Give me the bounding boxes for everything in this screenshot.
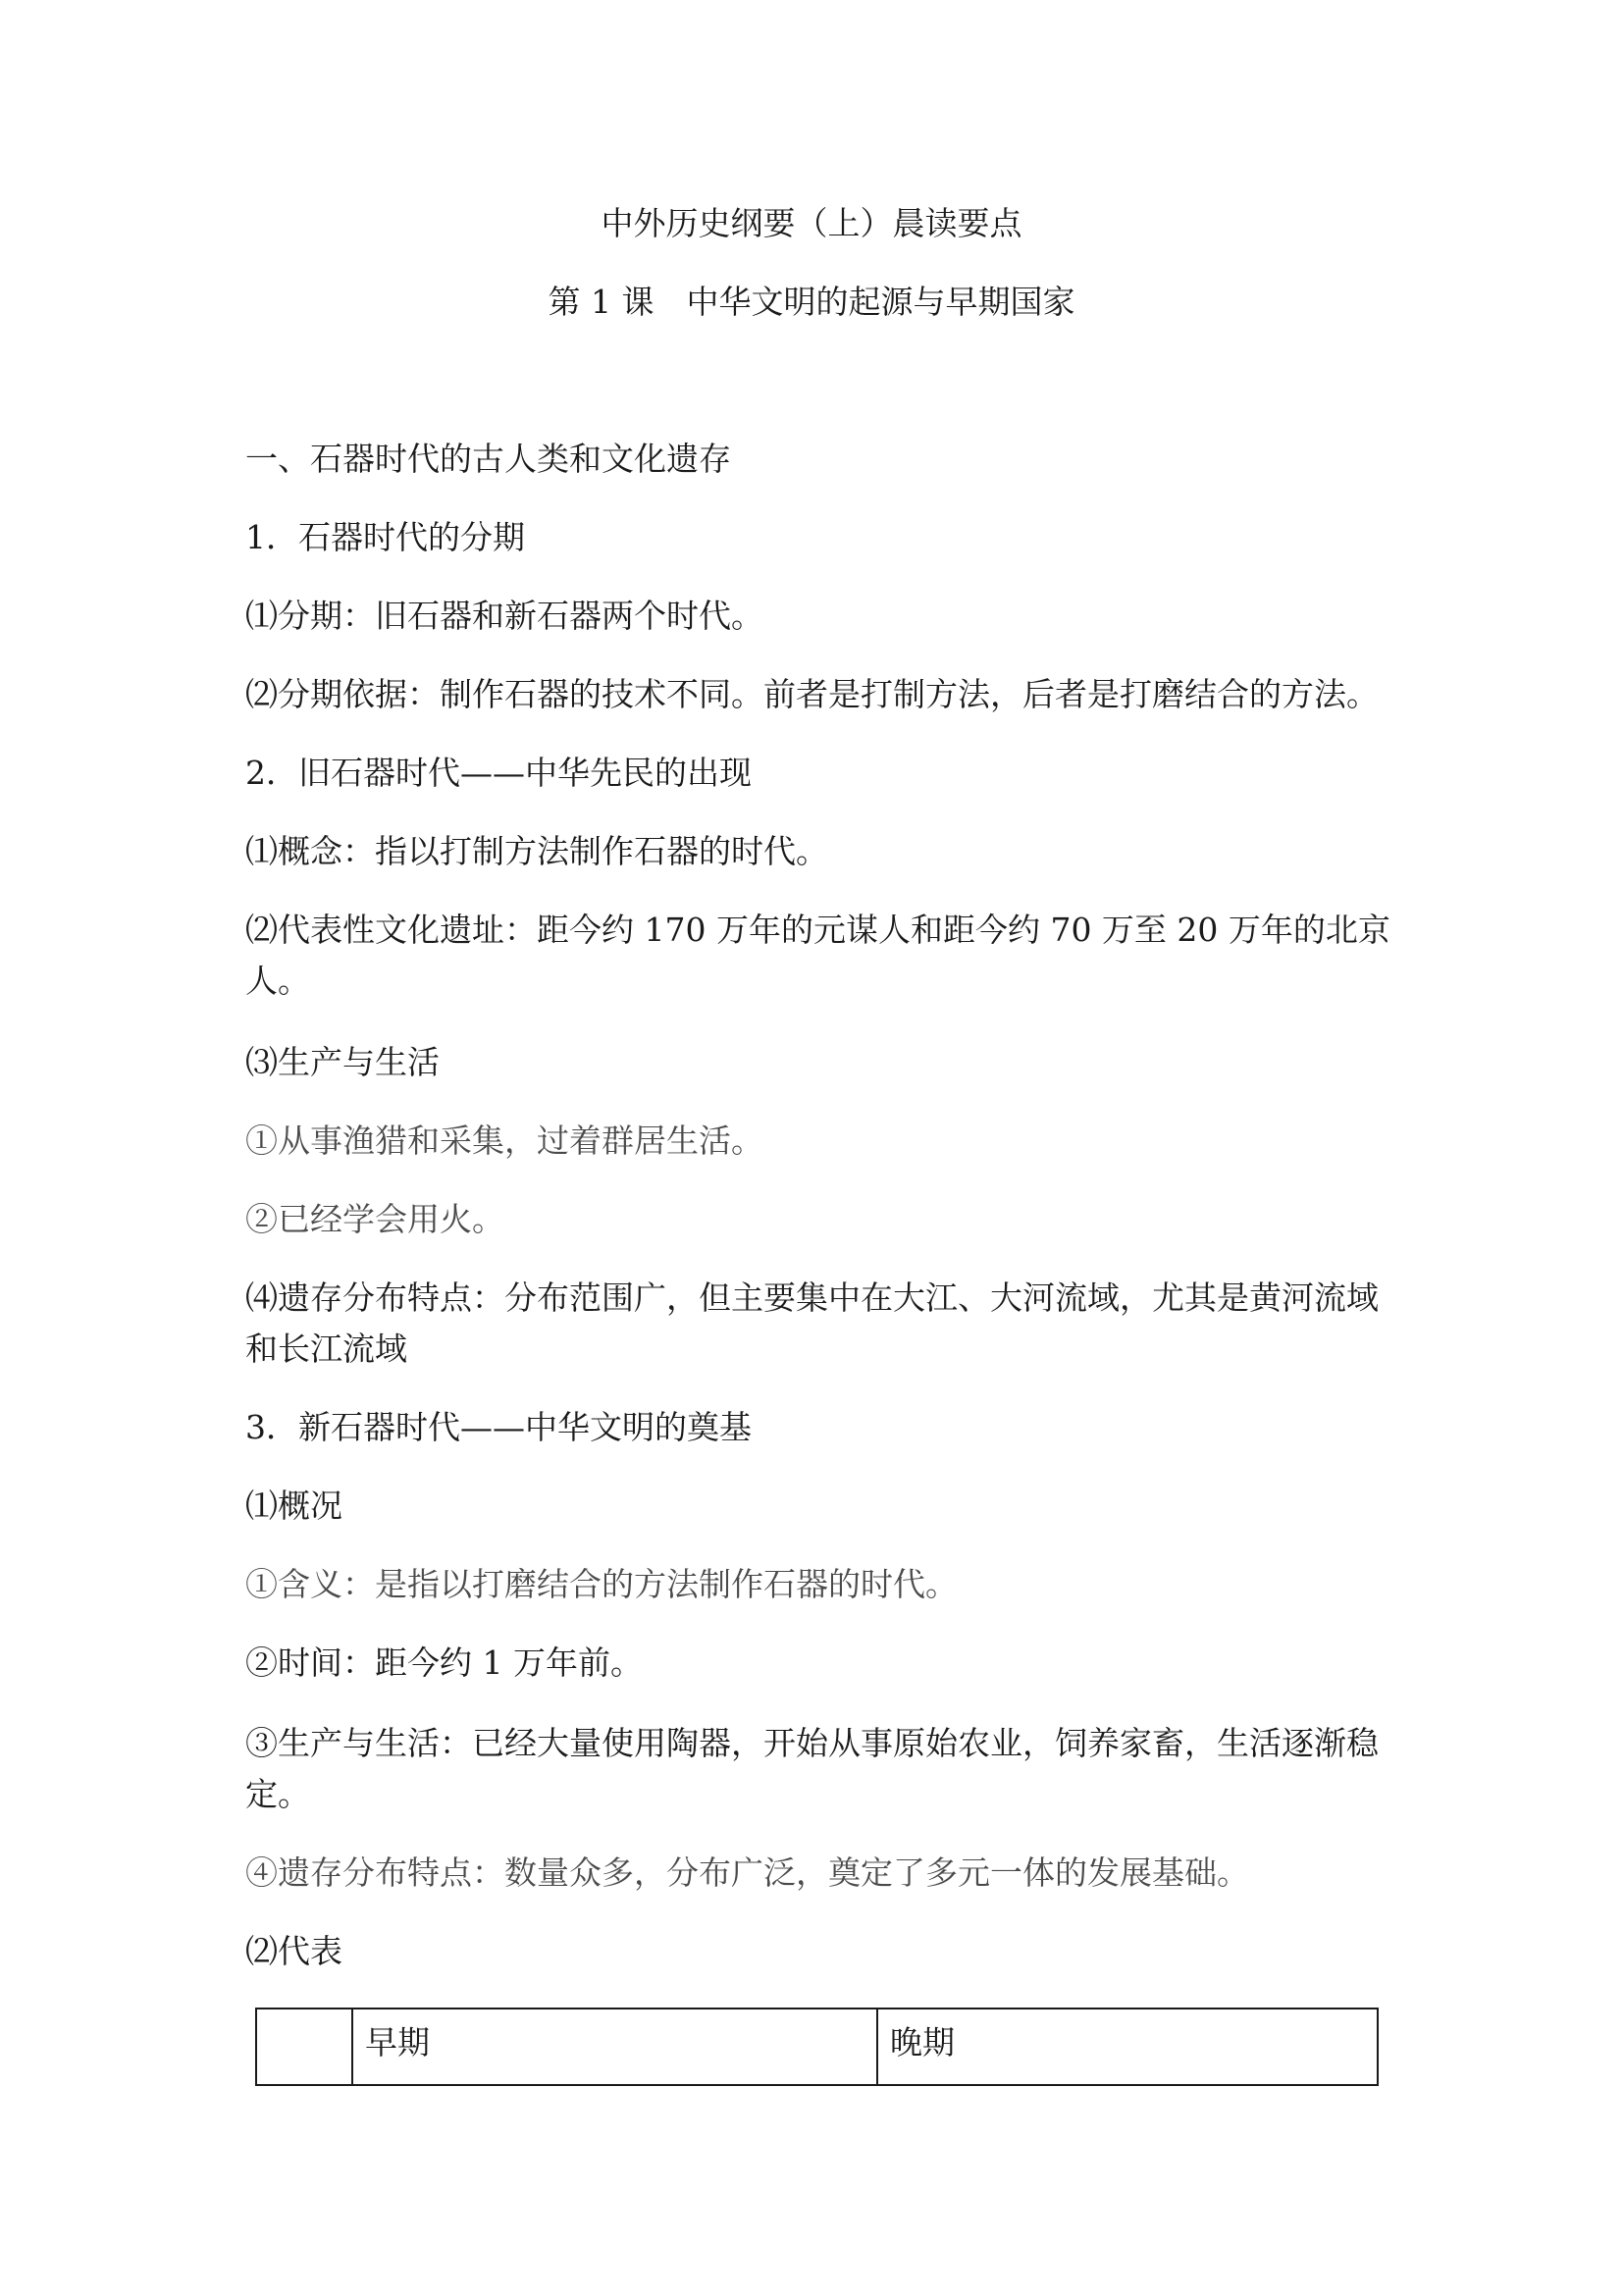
paragraph: ⑵代表 [245,1932,342,1970]
list-item: ①从事渔猎和采集，过着群居生活。 [245,1122,763,1160]
subheading: 1．石器时代的分期 [245,518,525,556]
paragraph-continuation: 人。 [245,962,310,1000]
lesson-title: 第 1 课 中华文明的起源与早期国家 [548,283,1075,321]
list-item: ④遗存分布特点：数量众多，分布广泛，奠定了多元一体的发展基础。 [245,1853,1249,1892]
subheading: 2．旧石器时代——中华先民的出现 [245,754,752,792]
document-title: 中外历史纲要（上）晨读要点 [601,204,1022,242]
table-header-late: 晚期 [877,2009,1378,2085]
paragraph-continuation: 和长江流域 [245,1330,407,1368]
subheading: 3．新石器时代——中华文明的奠基 [245,1408,752,1446]
section-heading: 一、石器时代的古人类和文化遗存 [245,440,731,478]
paragraph: ⑴概念：指以打制方法制作石器的时代。 [245,832,828,870]
paragraph: ⑷遗存分布特点：分布范围广，但主要集中在大江、大河流域，尤其是黄河流域 [245,1278,1379,1317]
list-item: ②时间：距今约 1 万年前。 [245,1644,643,1682]
paragraph: ⑴概况 [245,1487,342,1525]
table-header-early: 早期 [352,2009,877,2085]
paragraph: ⑴分期：旧石器和新石器两个时代。 [245,597,763,635]
table-header-row [256,2009,1378,2085]
list-item: ③生产与生活：已经大量使用陶器，开始从事原始农业，饲养家畜，生活逐渐稳 [245,1724,1379,1762]
list-item: ②已经学会用火。 [245,1200,504,1238]
paragraph: ⑵代表性文化遗址：距今约 170 万年的元谋人和距今约 70 万至 20 万年的北京 [245,911,1390,949]
paragraph: ⑶生产与生活 [245,1043,440,1081]
table-corner-cell [256,2009,352,2085]
list-item: ①含义：是指以打磨结合的方法制作石器的时代。 [245,1565,958,1603]
paragraph: ⑵分期依据：制作石器的技术不同。前者是打制方法，后者是打磨结合的方法。 [245,675,1379,713]
list-item-continuation: 定。 [245,1775,310,1813]
representative-table [255,2008,1379,2086]
